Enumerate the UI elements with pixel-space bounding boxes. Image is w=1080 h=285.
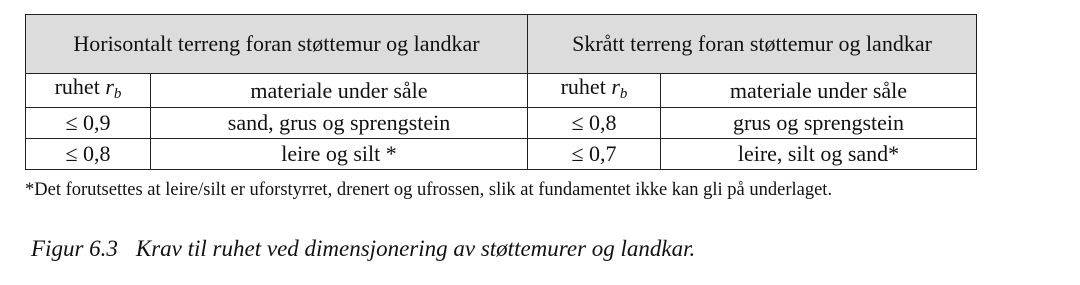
column-header-material: materiale under såle: [151, 74, 528, 108]
material-value: leire og silt *: [151, 139, 528, 170]
group-header-row: [26, 15, 977, 74]
roughness-value: ≤ 0,8: [26, 139, 151, 170]
group-heading-horizontal: Horisontalt terreng foran støttemur og landkar: [26, 15, 528, 74]
material-value: grus og sprengstein: [661, 108, 977, 139]
roughness-value: ≤ 0,9: [26, 108, 151, 139]
table-row: [26, 108, 977, 139]
figure-caption: [31, 236, 695, 262]
roughness-value: ≤ 0,7: [528, 139, 661, 170]
column-header-material: materiale under såle: [661, 74, 977, 108]
column-header-row: [26, 74, 977, 108]
group-heading-sloped: Skrått terreng foran støttemur og landkar: [528, 15, 977, 74]
column-header-roughness: ruhet $r_b$: [528, 74, 661, 108]
material-value: sand, grus og sprengstein: [151, 108, 528, 139]
table-row: [26, 139, 977, 170]
roughness-requirements-table: [25, 14, 977, 170]
column-header-roughness: ruhet $r_b$: [26, 74, 151, 108]
figure-number: Figur 6.3: [31, 236, 118, 261]
table-footnote: *Det forutsettes at leire/silt er uforstyrret, drenert og ufrossen, slik at fundamentet ikke kan gli på underlaget.: [25, 180, 833, 200]
roughness-value: ≤ 0,8: [528, 108, 661, 139]
material-value: leire, silt og sand*: [661, 139, 977, 170]
figure-caption-text: Krav til ruhet ved dimensjonering av støttemurer og landkar.: [135, 236, 696, 261]
